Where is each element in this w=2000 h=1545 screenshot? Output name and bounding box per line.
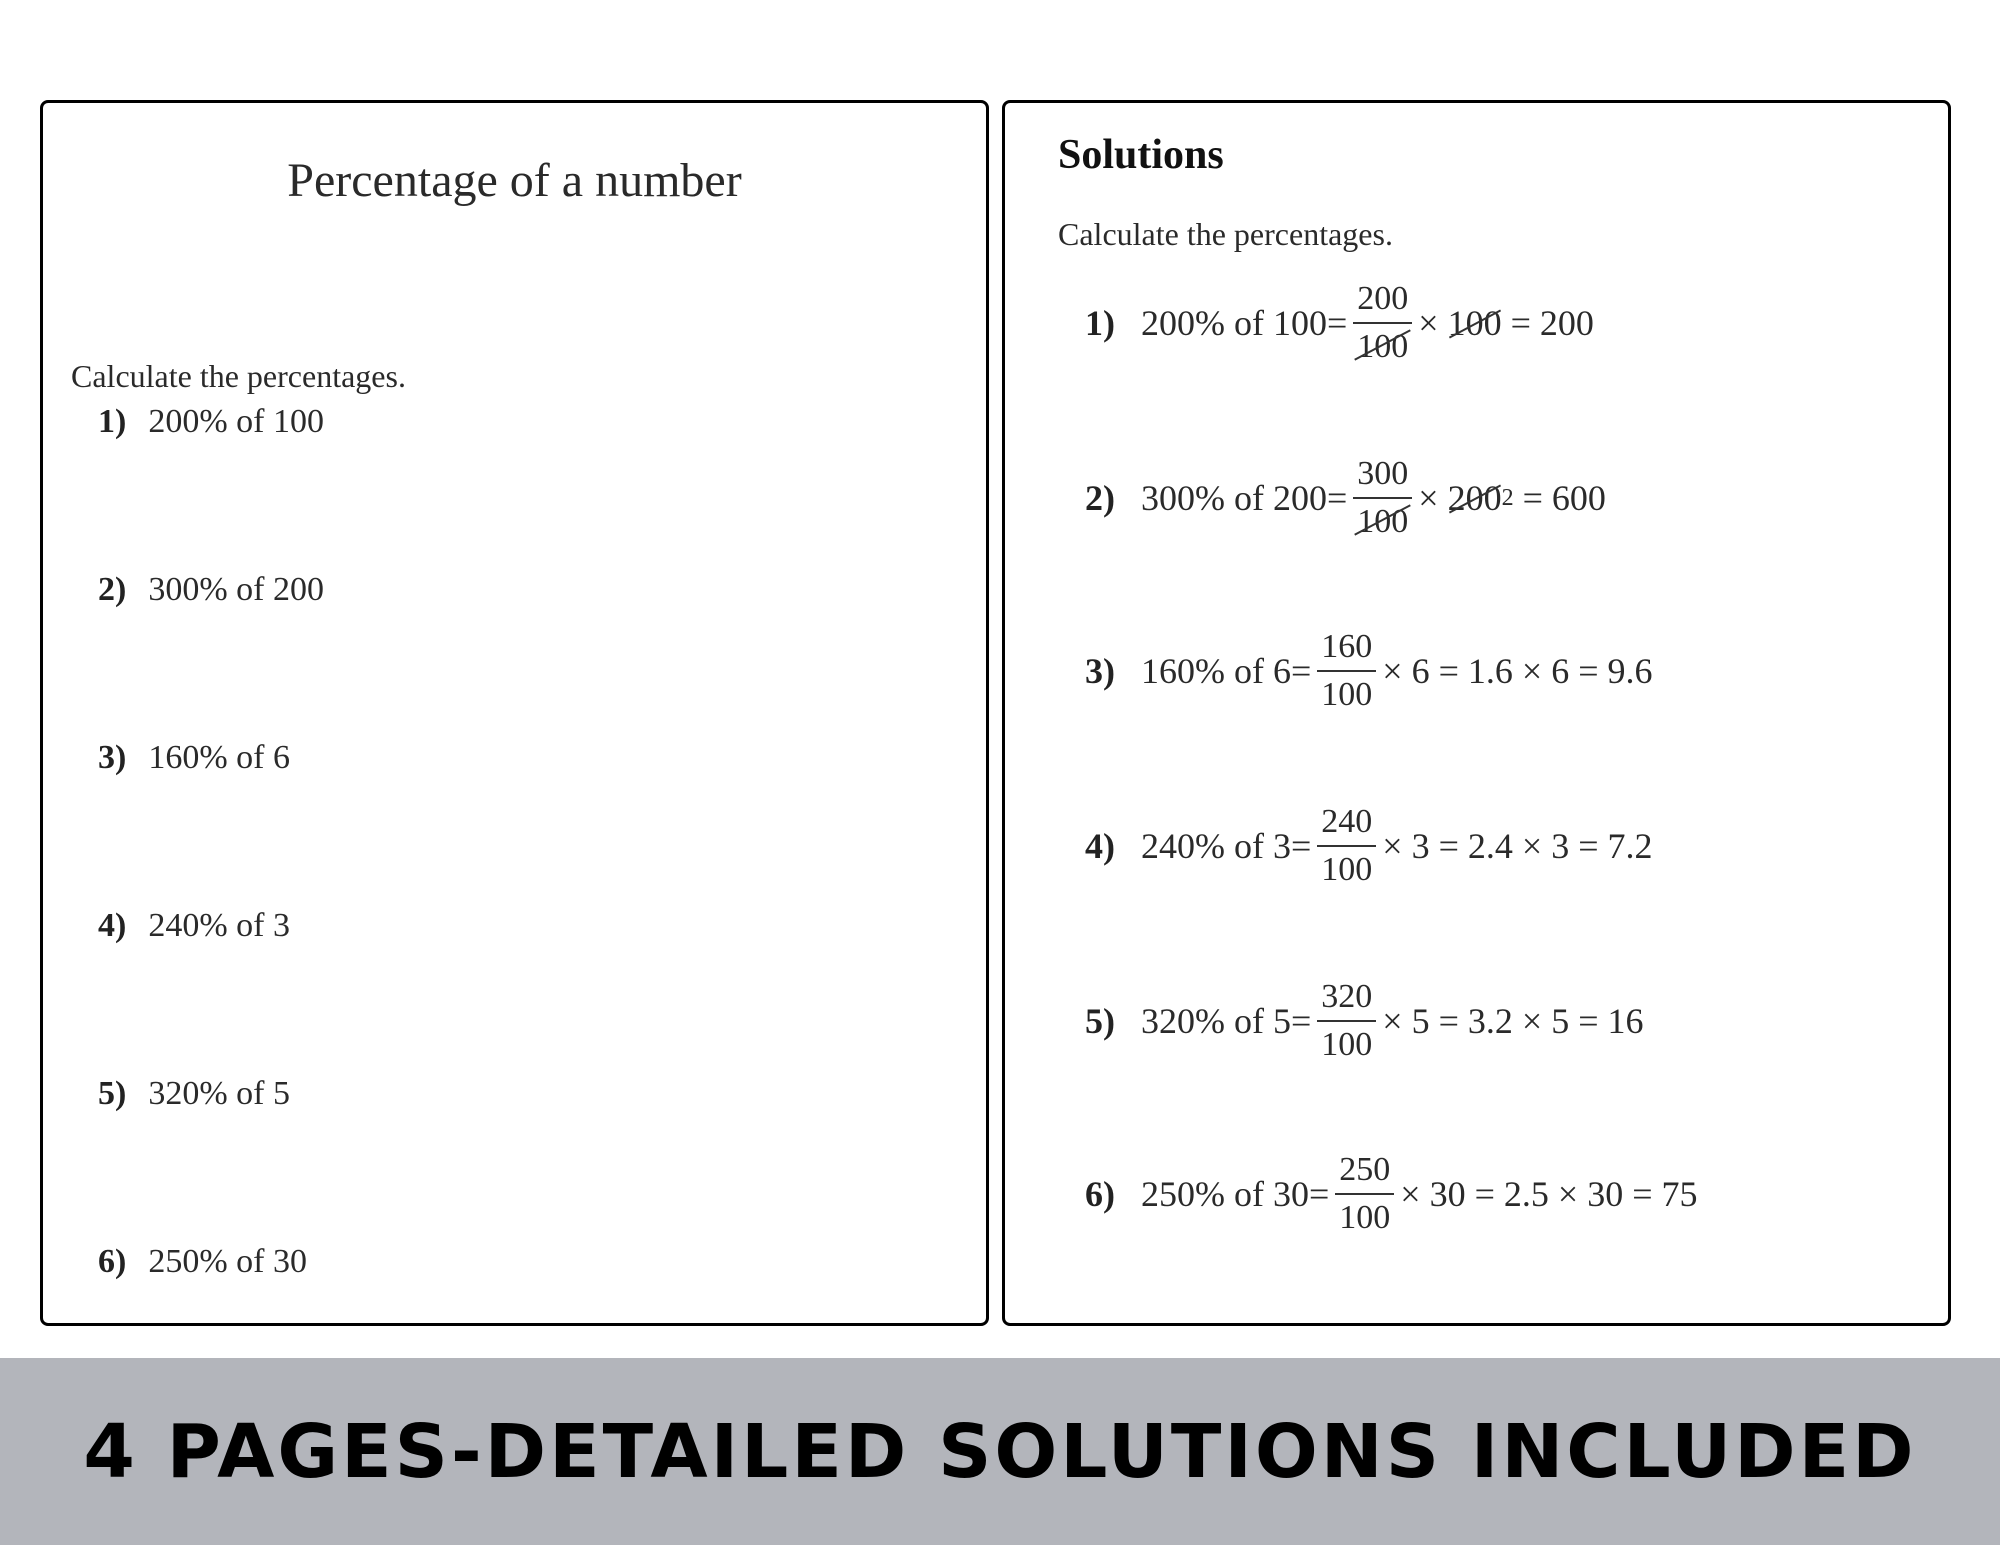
solution-rest: = 1.6 × 6 = 9.6 — [1438, 651, 1653, 691]
solution-lhs: 240% of 3= — [1141, 826, 1312, 866]
fraction-numerator: 300 — [1353, 457, 1412, 499]
solution-number: 5) — [1085, 1001, 1115, 1041]
solution-item — [1085, 1149, 1698, 1239]
fraction-numerator: 240 — [1317, 805, 1376, 847]
solutions-instruction: Calculate the percentages. — [1058, 216, 1393, 252]
solution-item — [1085, 278, 1594, 368]
worksheet-title: Percentage of a number — [287, 154, 742, 207]
fraction-numerator: 320 — [1317, 980, 1376, 1022]
question-text: 300% of 200 — [148, 571, 324, 608]
times-sign: × — [1382, 651, 1403, 691]
cancelled-factor: 100 — [1447, 303, 1502, 343]
question-text: 320% of 5 — [148, 1075, 290, 1112]
question-number: 6) — [98, 1243, 127, 1280]
solution-item — [1085, 976, 1644, 1066]
fraction-denominator: 100 — [1321, 676, 1373, 713]
factor: 30 — [1429, 1174, 1466, 1214]
times-sign: × — [1418, 478, 1439, 518]
solution-lhs: 320% of 5= — [1141, 1001, 1312, 1041]
solution-lhs: 250% of 30= — [1141, 1174, 1330, 1214]
question-text: 250% of 30 — [148, 1243, 307, 1280]
solution-item — [1085, 801, 1653, 891]
fraction-numerator: 160 — [1317, 630, 1376, 672]
solutions-page — [1002, 100, 1951, 1326]
promo-banner — [0, 1358, 2000, 1545]
solution-rest: = 200 — [1510, 303, 1594, 343]
solution-number: 3) — [1085, 651, 1115, 691]
fraction — [1353, 282, 1412, 364]
solution-lhs: 300% of 200= — [1141, 478, 1348, 518]
times-sign: × — [1382, 826, 1403, 866]
solution-item: 2) 300% of 200= $\frac{300}{100}$ × 200 2 = 600 — [1085, 455, 1606, 540]
question-item — [98, 739, 290, 777]
solution-number: 4) — [1085, 826, 1115, 866]
fraction-denominator: 100 — [1353, 499, 1412, 539]
solution-number: 6) — [1085, 1174, 1115, 1214]
question-text: 240% of 3 — [148, 907, 290, 944]
fraction-denominator: 100 — [1321, 851, 1373, 888]
cancelled-factor: 200 — [1447, 478, 1502, 518]
fraction-denominator: 100 — [1321, 1026, 1373, 1063]
fraction — [1335, 1153, 1394, 1235]
fraction — [1317, 805, 1376, 887]
fraction-numerator: 200 — [1353, 282, 1412, 324]
times-sign: × — [1400, 1174, 1421, 1214]
factor: 6 — [1411, 651, 1430, 691]
solution-rest: = 3.2 × 5 = 16 — [1438, 1001, 1644, 1041]
solution-item — [1085, 626, 1653, 716]
solution-rest: = 2.5 × 30 = 75 — [1474, 1174, 1698, 1214]
solutions-heading: Solutions — [1058, 132, 1224, 178]
question-item — [98, 907, 290, 945]
question-item — [98, 1075, 290, 1113]
factor: 5 — [1411, 1001, 1430, 1041]
question-item — [98, 571, 324, 609]
times-sign: × — [1382, 1001, 1403, 1041]
fraction — [1353, 457, 1412, 539]
question-number: 1) — [98, 403, 127, 440]
solution-number: 1) — [1085, 303, 1115, 343]
question-number: 3) — [98, 739, 127, 776]
worksheet-instruction: Calculate the percentages. — [71, 358, 406, 394]
worksheet-page — [40, 100, 989, 1326]
fraction — [1317, 980, 1376, 1062]
question-text: 200% of 100 — [148, 403, 324, 440]
fraction — [1317, 630, 1376, 712]
solution-lhs: 160% of 6= — [1141, 651, 1312, 691]
question-number: 5) — [98, 1075, 127, 1112]
question-text: 160% of 6 — [148, 739, 290, 776]
question-number: 4) — [98, 907, 127, 944]
solution-rest: = 2.4 × 3 = 7.2 — [1438, 826, 1653, 866]
fraction-denominator: 100 — [1353, 324, 1412, 364]
times-sign: × — [1418, 303, 1439, 343]
question-item — [98, 1243, 307, 1281]
solution-rest: = 600 — [1522, 478, 1606, 518]
question-item — [98, 403, 324, 441]
fraction-numerator: 250 — [1335, 1153, 1394, 1195]
solution-number: 2) — [1085, 478, 1115, 518]
banner-text: 4 PAGES-DETAILED SOLUTIONS INCLUDED — [83, 1408, 1917, 1495]
fraction-denominator: 100 — [1339, 1199, 1391, 1236]
solution-lhs: 200% of 100= — [1141, 303, 1348, 343]
factor: 3 — [1411, 826, 1430, 866]
question-number: 2) — [98, 571, 127, 608]
